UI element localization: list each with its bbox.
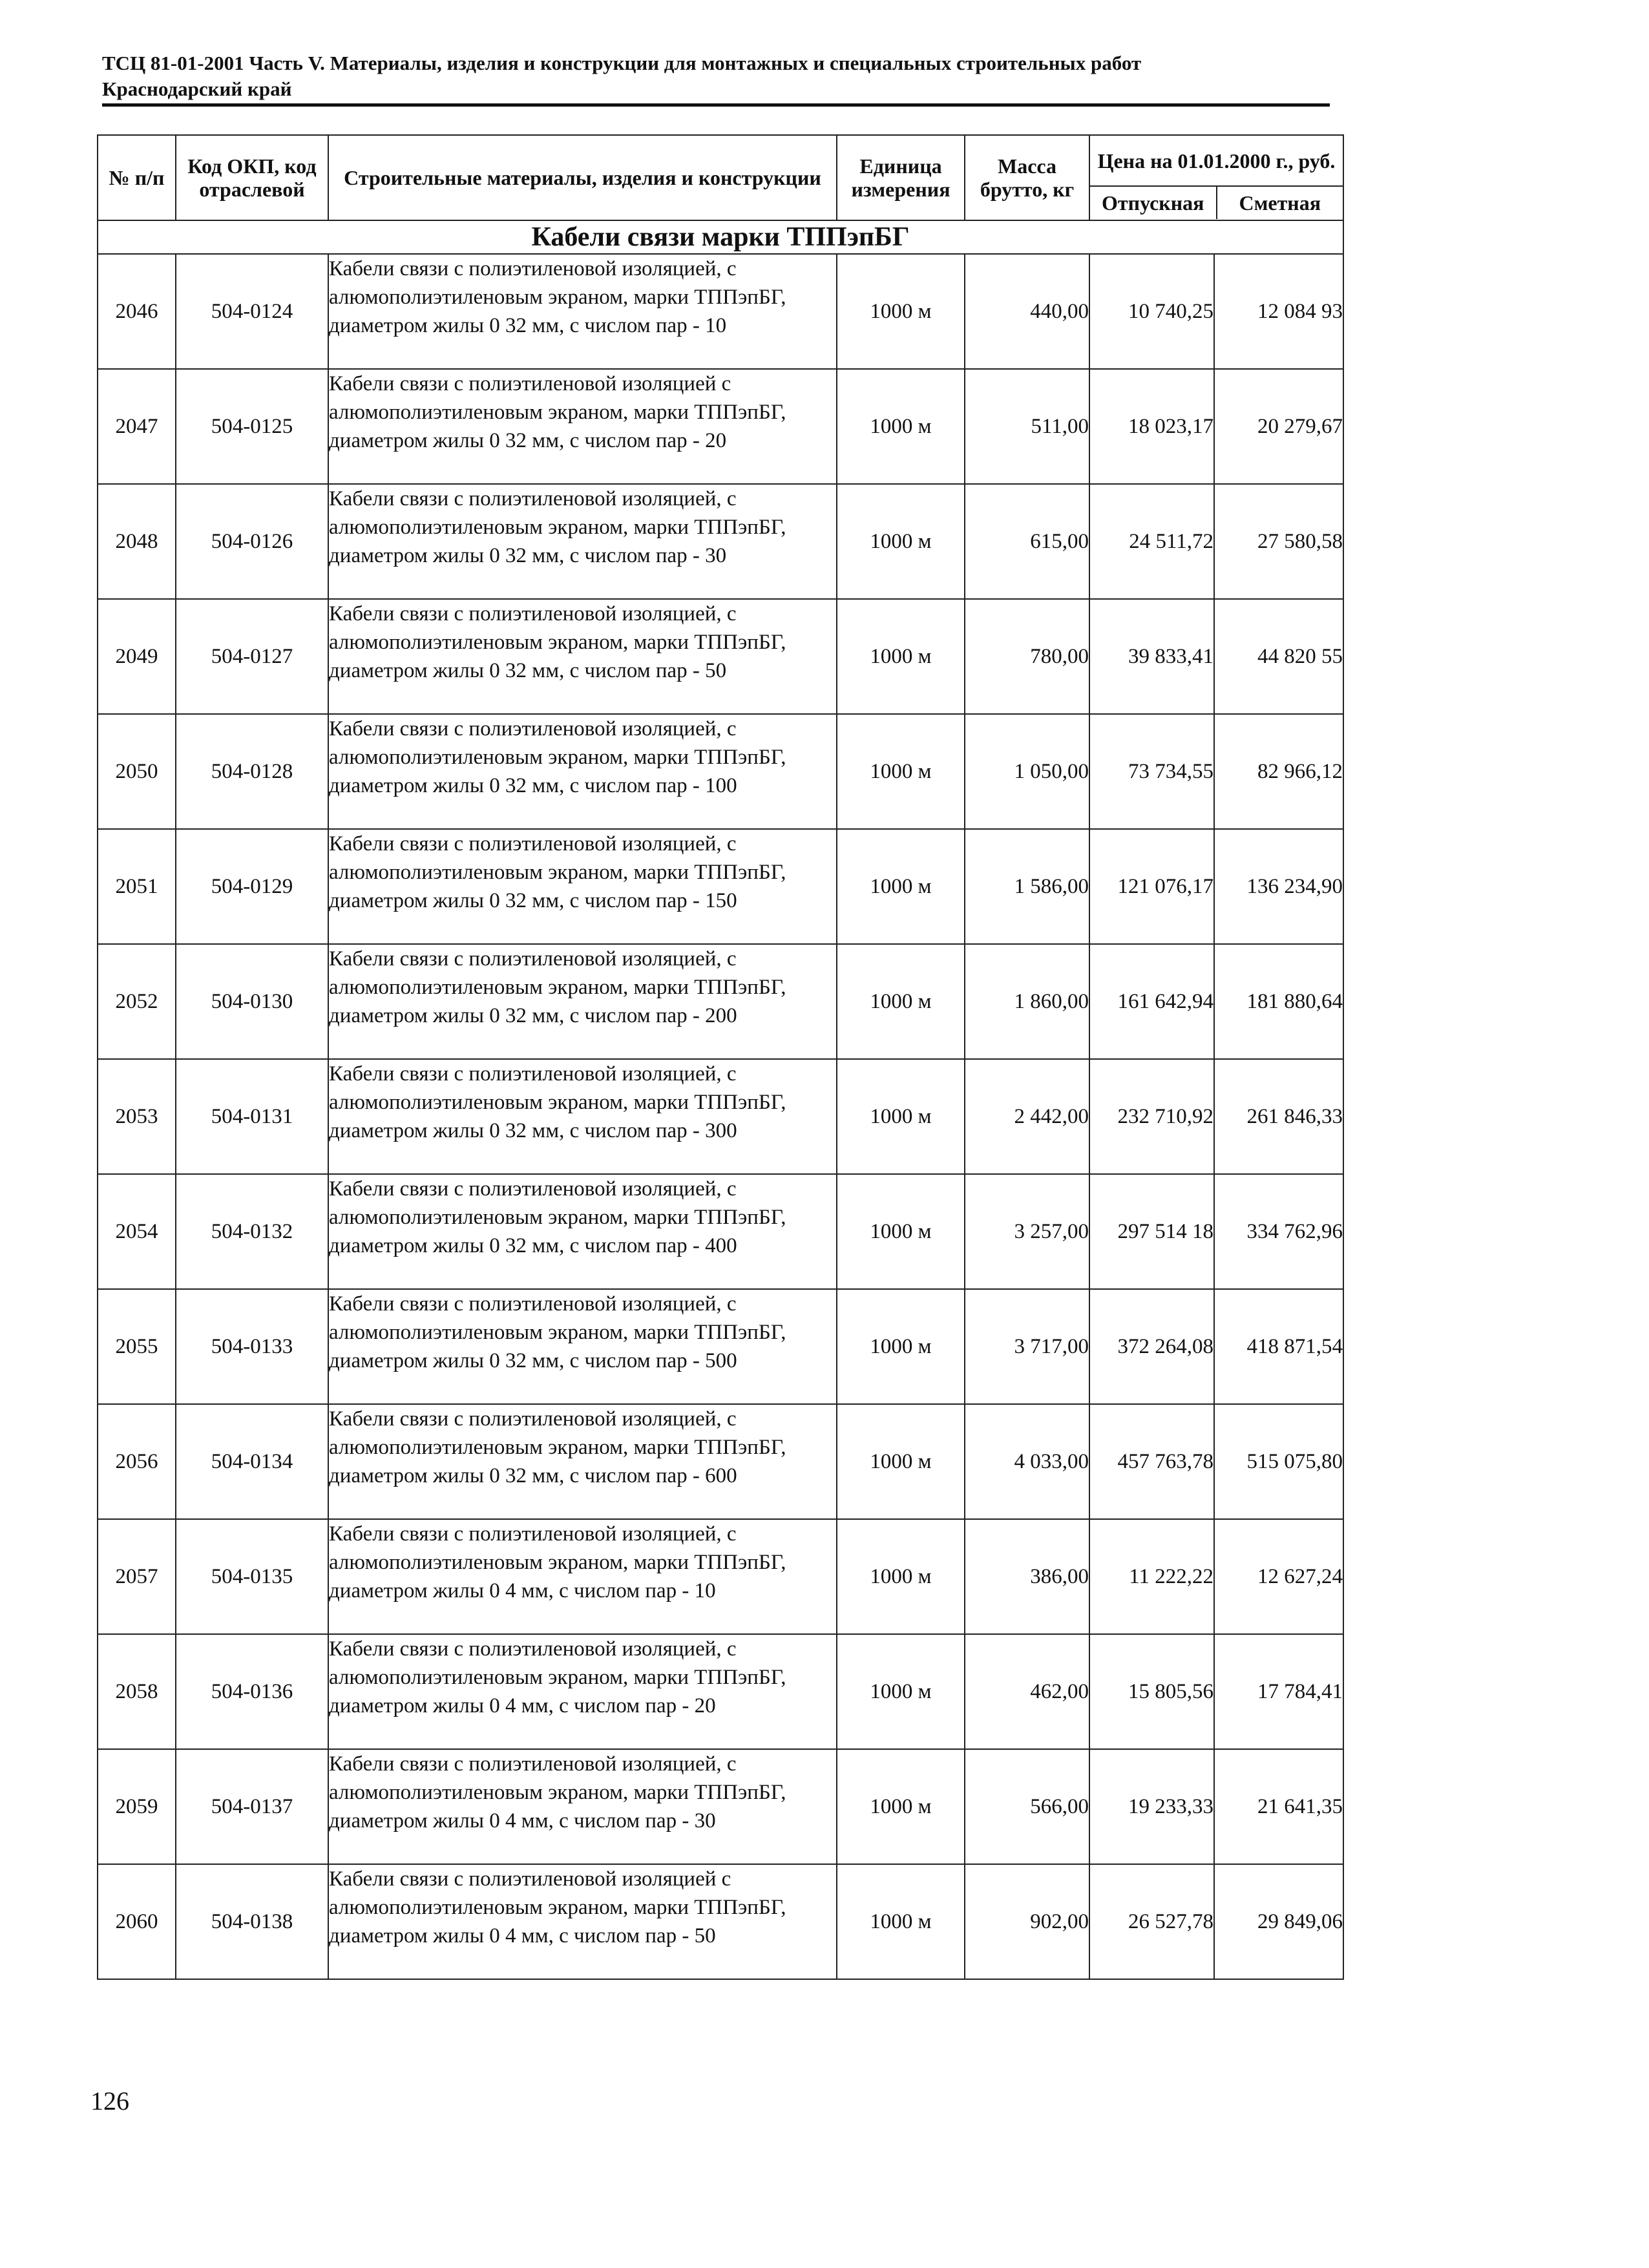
row-description: Кабели связи с полиэтиленовой изоляцией, с алюмополиэтиленовым экраном, марки ТППэпБГ, диаметром жилы 0 4 мм, с числом пар - 20 [328, 1634, 837, 1749]
row-number: 2053 [98, 1059, 176, 1174]
row-price-estimate: 29 849,06 [1214, 1864, 1343, 1979]
row-description: Кабели связи с полиэтиленовой изоляцией с алюмополиэтиленовым экраном, марки ТППэпБГ, диаметром жилы 0 4 мм, с числом пар - 50 [328, 1864, 837, 1979]
row-mass: 462,00 [965, 1634, 1089, 1749]
row-mass: 902,00 [965, 1864, 1089, 1979]
col-header-price-group [1089, 135, 1343, 220]
row-description: Кабели связи с полиэтиленовой изоляцией, с алюмополиэтиленовым экраном, марки ТППэпБГ, диаметром жилы 0 32 мм, с числом пар - 30 [328, 484, 837, 599]
row-mass: 566,00 [965, 1749, 1089, 1864]
row-price-release: 121 076,17 [1089, 829, 1214, 944]
price-table [97, 134, 1344, 1980]
row-price-estimate: 12 627,24 [1214, 1519, 1343, 1634]
row-mass: 4 033,00 [965, 1404, 1089, 1519]
row-unit: 1000 м [837, 1404, 965, 1519]
row-price-release: 11 222,22 [1089, 1519, 1214, 1634]
row-price-estimate: 20 279,67 [1214, 369, 1343, 484]
row-mass: 1 860,00 [965, 944, 1089, 1059]
row-number: 2048 [98, 484, 176, 599]
row-unit: 1000 м [837, 254, 965, 369]
row-description: Кабели связи с полиэтиленовой изоляцией, с алюмополиэтиленовым экраном, марки ТППэпБГ, диаметром жилы 0 32 мм, с числом пар - 10 [328, 254, 837, 369]
row-unit: 1000 м [837, 829, 965, 944]
row-mass: 2 442,00 [965, 1059, 1089, 1174]
row-price-release: 372 264,08 [1089, 1289, 1214, 1404]
row-price-estimate: 418 871,54 [1214, 1289, 1343, 1404]
header-region: Краснодарский край [102, 78, 292, 100]
row-price-estimate: 44 820 55 [1214, 599, 1343, 714]
row-number: 2047 [98, 369, 176, 484]
col-header-unit: Единица измерения [837, 135, 965, 220]
row-description: Кабели связи с полиэтиленовой изоляцией, с алюмополиэтиленовым экраном, марки ТППэпБГ, диаметром жилы 0 32 мм, с числом пар - 400 [328, 1174, 837, 1289]
row-price-release: 24 511,72 [1089, 484, 1214, 599]
row-unit: 1000 м [837, 369, 965, 484]
table-header-row [98, 135, 1343, 220]
row-code: 504-0137 [176, 1749, 328, 1864]
row-price-release: 15 805,56 [1089, 1634, 1214, 1749]
row-number: 2058 [98, 1634, 176, 1749]
row-price-estimate: 334 762,96 [1214, 1174, 1343, 1289]
table-row [98, 369, 1343, 484]
row-unit: 1000 м [837, 1174, 965, 1289]
row-code: 504-0130 [176, 944, 328, 1059]
table-row [98, 1059, 1343, 1174]
row-number: 2051 [98, 829, 176, 944]
row-price-release: 10 740,25 [1089, 254, 1214, 369]
row-price-estimate: 12 084 93 [1214, 254, 1343, 369]
table-row [98, 1864, 1343, 1979]
row-number: 2055 [98, 1289, 176, 1404]
row-number: 2052 [98, 944, 176, 1059]
row-unit: 1000 м [837, 484, 965, 599]
header-title: ТСЦ 81-01-2001 Часть V. Материалы, изделия и конструкции для монтажных и специальных строительных работ [102, 52, 1142, 74]
row-description: Кабели связи с полиэтиленовой изоляцией, с алюмополиэтиленовым экраном, марки ТППэпБГ, диаметром жилы 0 32 мм, с числом пар - 300 [328, 1059, 837, 1174]
row-code: 504-0127 [176, 599, 328, 714]
table-row [98, 1749, 1343, 1864]
table-row [98, 1404, 1343, 1519]
col-header-mass: Масса брутто, кг [965, 135, 1089, 220]
row-mass: 1 050,00 [965, 714, 1089, 829]
row-description: Кабели связи с полиэтиленовой изоляцией, с алюмополиэтиленовым экраном, марки ТППэпБГ, диаметром жилы 0 32 мм, с числом пар - 150 [328, 829, 837, 944]
table-row [98, 829, 1343, 944]
table-row [98, 714, 1343, 829]
col-header-price: Цена на 01.01.2000 г., руб. [1090, 136, 1343, 187]
row-price-release: 26 527,78 [1089, 1864, 1214, 1979]
row-mass: 615,00 [965, 484, 1089, 599]
row-code: 504-0128 [176, 714, 328, 829]
row-mass: 780,00 [965, 599, 1089, 714]
row-mass: 3 257,00 [965, 1174, 1089, 1289]
col-header-price-estimate: Сметная [1239, 191, 1321, 215]
row-code: 504-0138 [176, 1864, 328, 1979]
section-title: Кабели связи марки ТППэпБГ [98, 220, 1343, 254]
row-code: 504-0124 [176, 254, 328, 369]
document-header [102, 50, 1330, 102]
row-mass: 440,00 [965, 254, 1089, 369]
row-price-release: 297 514 18 [1089, 1174, 1214, 1289]
table-row [98, 1174, 1343, 1289]
row-code: 504-0133 [176, 1289, 328, 1404]
row-description: Кабели связи с полиэтиленовой изоляцией, с алюмополиэтиленовым экраном, марки ТППэпБГ, диаметром жилы 0 32 мм, с числом пар - 600 [328, 1404, 837, 1519]
row-price-release: 39 833,41 [1089, 599, 1214, 714]
page-number: 126 [90, 2086, 129, 2116]
table-row [98, 1634, 1343, 1749]
col-header-num: № п/п [98, 135, 176, 220]
row-mass: 1 586,00 [965, 829, 1089, 944]
row-number: 2056 [98, 1404, 176, 1519]
row-unit: 1000 м [837, 1749, 965, 1864]
row-code: 504-0134 [176, 1404, 328, 1519]
row-number: 2050 [98, 714, 176, 829]
table-row [98, 1519, 1343, 1634]
row-number: 2060 [98, 1864, 176, 1979]
row-price-release: 18 023,17 [1089, 369, 1214, 484]
row-unit: 1000 м [837, 714, 965, 829]
row-number: 2059 [98, 1749, 176, 1864]
table-row [98, 484, 1343, 599]
row-description: Кабели связи с полиэтиленовой изоляцией с алюмополиэтиленовым экраном, марки ТППэпБГ, диаметром жилы 0 32 мм, с числом пар - 20 [328, 369, 837, 484]
row-unit: 1000 м [837, 1289, 965, 1404]
row-price-estimate: 27 580,58 [1214, 484, 1343, 599]
row-number: 2054 [98, 1174, 176, 1289]
row-description: Кабели связи с полиэтиленовой изоляцией, с алюмополиэтиленовым экраном, марки ТППэпБГ, диаметром жилы 0 4 мм, с числом пар - 30 [328, 1749, 837, 1864]
row-price-release: 19 233,33 [1089, 1749, 1214, 1864]
row-unit: 1000 м [837, 944, 965, 1059]
row-description: Кабели связи с полиэтиленовой изоляцией, с алюмополиэтиленовым экраном, марки ТППэпБГ, диаметром жилы 0 32 мм, с числом пар - 100 [328, 714, 837, 829]
row-price-estimate: 515 075,80 [1214, 1404, 1343, 1519]
row-code: 504-0126 [176, 484, 328, 599]
row-number: 2049 [98, 599, 176, 714]
row-price-estimate: 181 880,64 [1214, 944, 1343, 1059]
table-row [98, 254, 1343, 369]
row-price-release: 161 642,94 [1089, 944, 1214, 1059]
row-price-estimate: 136 234,90 [1214, 829, 1343, 944]
row-unit: 1000 м [837, 1519, 965, 1634]
row-unit: 1000 м [837, 1059, 965, 1174]
col-header-price-release: Отпускная [1090, 187, 1217, 219]
row-price-estimate: 17 784,41 [1214, 1634, 1343, 1749]
col-header-material: Строительные материалы, изделия и конструкции [328, 135, 837, 220]
section-row [98, 220, 1343, 254]
row-price-release: 457 763,78 [1089, 1404, 1214, 1519]
row-mass: 511,00 [965, 369, 1089, 484]
row-number: 2057 [98, 1519, 176, 1634]
row-price-release: 232 710,92 [1089, 1059, 1214, 1174]
row-code: 504-0125 [176, 369, 328, 484]
col-header-code: Код ОКП, код отраслевой [176, 135, 328, 220]
row-code: 504-0129 [176, 829, 328, 944]
row-code: 504-0131 [176, 1059, 328, 1174]
table-row [98, 599, 1343, 714]
row-code: 504-0132 [176, 1174, 328, 1289]
row-mass: 3 717,00 [965, 1289, 1089, 1404]
row-price-estimate: 261 846,33 [1214, 1059, 1343, 1174]
row-code: 504-0136 [176, 1634, 328, 1749]
table-row [98, 944, 1343, 1059]
table-row [98, 1289, 1343, 1404]
row-description: Кабели связи с полиэтиленовой изоляцией, с алюмополиэтиленовым экраном, марки ТППэпБГ, диаметром жилы 0 32 мм, с числом пар - 500 [328, 1289, 837, 1404]
row-number: 2046 [98, 254, 176, 369]
row-code: 504-0135 [176, 1519, 328, 1634]
row-unit: 1000 м [837, 1864, 965, 1979]
row-unit: 1000 м [837, 599, 965, 714]
row-price-release: 73 734,55 [1089, 714, 1214, 829]
row-price-estimate: 82 966,12 [1214, 714, 1343, 829]
row-unit: 1000 м [837, 1634, 965, 1749]
row-description: Кабели связи с полиэтиленовой изоляцией, с алюмополиэтиленовым экраном, марки ТППэпБГ, диаметром жилы 0 32 мм, с числом пар - 200 [328, 944, 837, 1059]
row-price-estimate: 21 641,35 [1214, 1749, 1343, 1864]
row-description: Кабели связи с полиэтиленовой изоляцией, с алюмополиэтиленовым экраном, марки ТППэпБГ, диаметром жилы 0 4 мм, с числом пар - 10 [328, 1519, 837, 1634]
row-mass: 386,00 [965, 1519, 1089, 1634]
row-description: Кабели связи с полиэтиленовой изоляцией, с алюмополиэтиленовым экраном, марки ТППэпБГ, диаметром жилы 0 32 мм, с числом пар - 50 [328, 599, 837, 714]
header-rule [102, 103, 1330, 107]
